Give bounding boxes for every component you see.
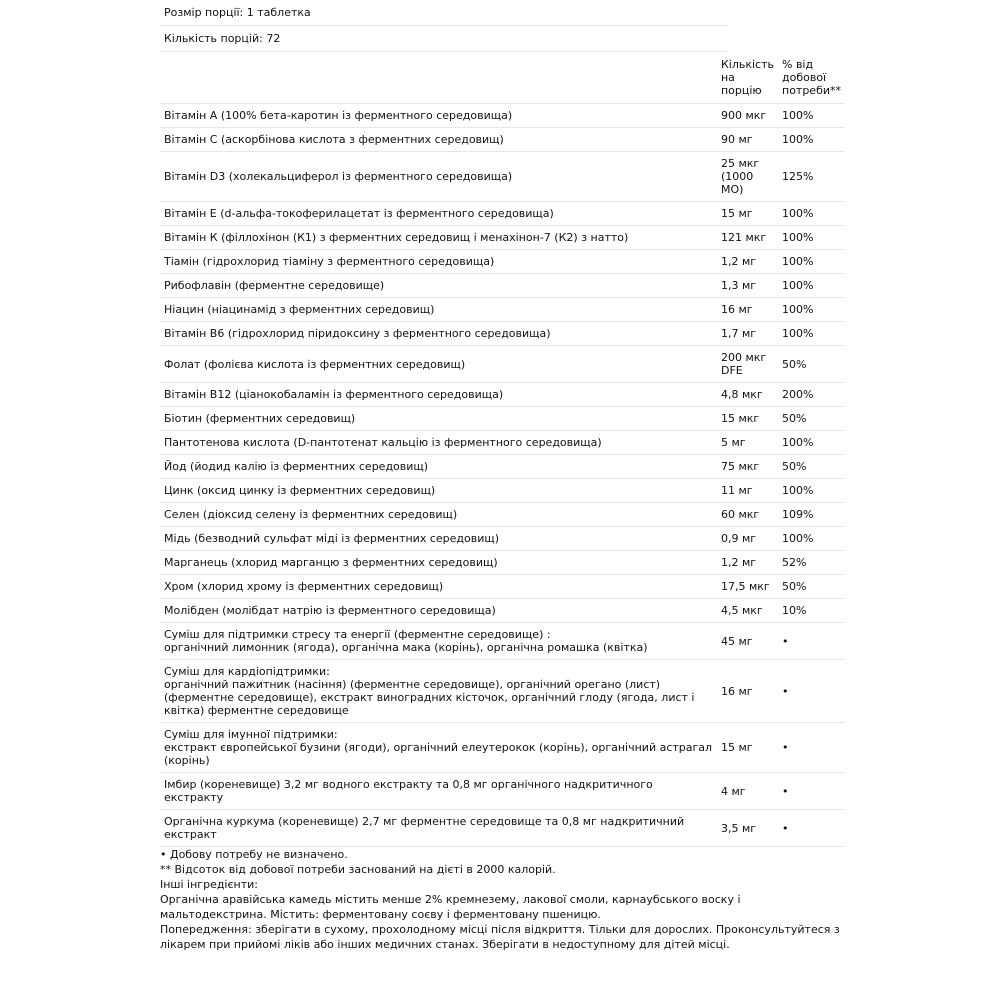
nutrient-amount: 1,2 мг <box>717 250 778 274</box>
footnote-dv-not-set: • Добову потребу не визначено. <box>160 848 348 861</box>
nutrient-pct: 50% <box>778 346 845 383</box>
nutrient-name: Селен (діоксид селену із ферментних середовищ) <box>160 503 717 527</box>
table-row <box>160 322 845 346</box>
nutrient-name: Марганець (хлорид марганцю з ферментних середовищ) <box>160 551 717 575</box>
nutrient-name: Біотин (ферментних середовищ) <box>160 407 717 431</box>
table-row <box>160 527 845 551</box>
nutrient-pct: 125% <box>778 152 845 202</box>
nutrient-pct: 100% <box>778 128 845 152</box>
table-row <box>160 723 845 773</box>
nutrient-amount: 16 мг <box>717 660 778 723</box>
nutrient-pct: 100% <box>778 104 845 128</box>
nutrient-name: Фолат (фолієва кислота із ферментних середовищ) <box>160 346 717 383</box>
supplement-facts <box>160 0 845 952</box>
table-row <box>160 152 845 202</box>
nutrient-amount: 15 мг <box>717 202 778 226</box>
nutrient-name: Ніацин (ніацинамід з ферментних середовищ) <box>160 298 717 322</box>
nutrient-amount: 4 мг <box>717 773 778 810</box>
table-row <box>160 773 845 810</box>
nutrient-name: Органічна куркума (кореневище) 2,7 мг ферментне середовище та 0,8 мг надкритичний екстракт <box>160 810 717 847</box>
nutrient-name: Вітамін Е (d-альфа-токоферилацетат із ферментного середовища) <box>160 202 717 226</box>
nutrient-amount: 1,7 мг <box>717 322 778 346</box>
nutrients-table <box>160 52 845 847</box>
table-header <box>160 52 845 104</box>
nutrient-pct: 100% <box>778 479 845 503</box>
nutrient-pct: 100% <box>778 298 845 322</box>
nutrient-pct: 100% <box>778 202 845 226</box>
nutrient-amount: 0,9 мг <box>717 527 778 551</box>
nutrient-amount: 90 мг <box>717 128 778 152</box>
nutrient-amount: 15 мг <box>717 723 778 773</box>
table-row <box>160 479 845 503</box>
nutrient-pct: • <box>778 810 845 847</box>
nutrient-pct: 100% <box>778 527 845 551</box>
table-row <box>160 575 845 599</box>
table-row <box>160 623 845 660</box>
nutrient-amount: 45 мг <box>717 623 778 660</box>
nutrient-amount: 1,3 мг <box>717 274 778 298</box>
nutrient-pct: 109% <box>778 503 845 527</box>
nutrient-amount: 4,5 мкг <box>717 599 778 623</box>
table-row <box>160 274 845 298</box>
nutrient-name: Цинк (оксид цинку із ферментних середовищ) <box>160 479 717 503</box>
nutrient-pct: 50% <box>778 407 845 431</box>
nutrient-pct: 50% <box>778 455 845 479</box>
nutrient-pct: • <box>778 660 845 723</box>
warning-text: Попередження: зберігати в сухому, прохолодному місці після відкриття. Тільки для дорослих. Проконсультуйтеся з лікарем при прийомі ліків або інших медичних станах. Зберігати в недоступному для дітей місці. <box>160 923 840 951</box>
nutrient-amount: 4,8 мкг <box>717 383 778 407</box>
nutrient-name: Молібден (молібдат натрію із ферментного середовища) <box>160 599 717 623</box>
nutrient-pct: • <box>778 773 845 810</box>
nutrient-pct: • <box>778 623 845 660</box>
nutrient-amount: 121 мкг <box>717 226 778 250</box>
nutrient-amount: 60 мкг <box>717 503 778 527</box>
nutrient-amount: 1,2 мг <box>717 551 778 575</box>
nutrient-pct: 10% <box>778 599 845 623</box>
table-row <box>160 104 845 128</box>
nutrient-name: Вітамін D3 (холекальциферол із ферментного середовища) <box>160 152 717 202</box>
nutrient-name: Суміш для кардіопідтримки: органічний пажитник (насіння) (ферментне середовище), органічний орегано (лист) (ферментне середовище), екстракт виноградних кісточок, органічний глоду (ягода, лист і квітка) ферментне середовище <box>160 660 717 723</box>
table-row <box>160 128 845 152</box>
nutrient-name: Мідь (безводний сульфат міді із ферментних середовищ) <box>160 527 717 551</box>
nutrient-amount: 25 мкг (1000 МО) <box>717 152 778 202</box>
nutrient-amount: 200 мкг DFE <box>717 346 778 383</box>
nutrient-name: Тіамін (гідрохлорид тіаміну з ферментного середовища) <box>160 250 717 274</box>
nutrient-pct: 50% <box>778 575 845 599</box>
footnote-dv-basis: ** Відсоток від добової потреби заснований на дієті в 2000 калорій. <box>160 863 556 876</box>
nutrient-name: Йод (йодид калію із ферментних середовищ) <box>160 455 717 479</box>
table-row <box>160 503 845 527</box>
serving-size: Розмір порції: 1 таблетка <box>160 0 728 26</box>
table-row <box>160 202 845 226</box>
nutrient-pct: 100% <box>778 274 845 298</box>
nutrient-pct: 100% <box>778 226 845 250</box>
nutrient-amount: 900 мкг <box>717 104 778 128</box>
nutrient-name: Вітамін В12 (ціанокобаламін із ферментного середовища) <box>160 383 717 407</box>
table-row <box>160 599 845 623</box>
nutrient-amount: 16 мг <box>717 298 778 322</box>
table-row <box>160 298 845 322</box>
header-amount: Кількість на порцію <box>717 52 778 104</box>
nutrient-pct: 200% <box>778 383 845 407</box>
nutrient-pct: 100% <box>778 250 845 274</box>
nutrient-name: Вітамін В6 (гідрохлорид піридоксину з ферментного середовища) <box>160 322 717 346</box>
nutrient-pct: 52% <box>778 551 845 575</box>
table-row <box>160 551 845 575</box>
table-row <box>160 226 845 250</box>
table-row <box>160 810 845 847</box>
table-row <box>160 346 845 383</box>
nutrient-name: Пантотенова кислота (D-пантотенат кальцію із ферментного середовища) <box>160 431 717 455</box>
table-row <box>160 455 845 479</box>
nutrient-name: Суміш для імунної підтримки: екстракт європейської бузини (ягоди), органічний елеутерокок (корінь), органічний астрагал (корінь) <box>160 723 717 773</box>
nutrient-amount: 15 мкг <box>717 407 778 431</box>
nutrient-pct: • <box>778 723 845 773</box>
table-row <box>160 383 845 407</box>
nutrient-amount: 5 мг <box>717 431 778 455</box>
servings-count: Кількість порцій: 72 <box>160 26 728 52</box>
nutrient-pct: 100% <box>778 431 845 455</box>
footnotes <box>160 847 845 952</box>
nutrient-name: Суміш для підтримки стресу та енергії (ферментне середовище) : органічний лимонник (ягода), органічна мака (корінь), органічна ромашка (квітка) <box>160 623 717 660</box>
nutrient-amount: 75 мкг <box>717 455 778 479</box>
other-ingredients-text: Органічна аравійська камедь містить менше 2% кремнезему, лакової смоли, карнаубського воску і мальтодекстрина. Містить: ферментовану соєву і ферментовану пшеницю. <box>160 893 741 921</box>
table-row <box>160 431 845 455</box>
nutrient-name: Вітамін К (філлохінон (К1) з ферментних середовищ і менахінон-7 (К2) з натто) <box>160 226 717 250</box>
other-ingredients-title: Інші інгредієнти: <box>160 878 258 891</box>
nutrient-name: Вітамін А (100% бета-каротин із ферментного середовища) <box>160 104 717 128</box>
nutrient-name: Хром (хлорид хрому із ферментних середовищ) <box>160 575 717 599</box>
nutrient-name: Рибофлавін (ферментне середовище) <box>160 274 717 298</box>
table-row <box>160 250 845 274</box>
header-pct: % від добової потреби** <box>778 52 845 104</box>
table-row <box>160 407 845 431</box>
nutrient-name: Імбир (кореневище) 3,2 мг водного екстракту та 0,8 мг органічного надкритичного екстракту <box>160 773 717 810</box>
nutrient-pct: 100% <box>778 322 845 346</box>
nutrient-amount: 11 мг <box>717 479 778 503</box>
nutrient-name: Вітамін С (аскорбінова кислота з ферментних середовищ) <box>160 128 717 152</box>
nutrient-amount: 3,5 мг <box>717 810 778 847</box>
table-row <box>160 660 845 723</box>
nutrient-amount: 17,5 мкг <box>717 575 778 599</box>
